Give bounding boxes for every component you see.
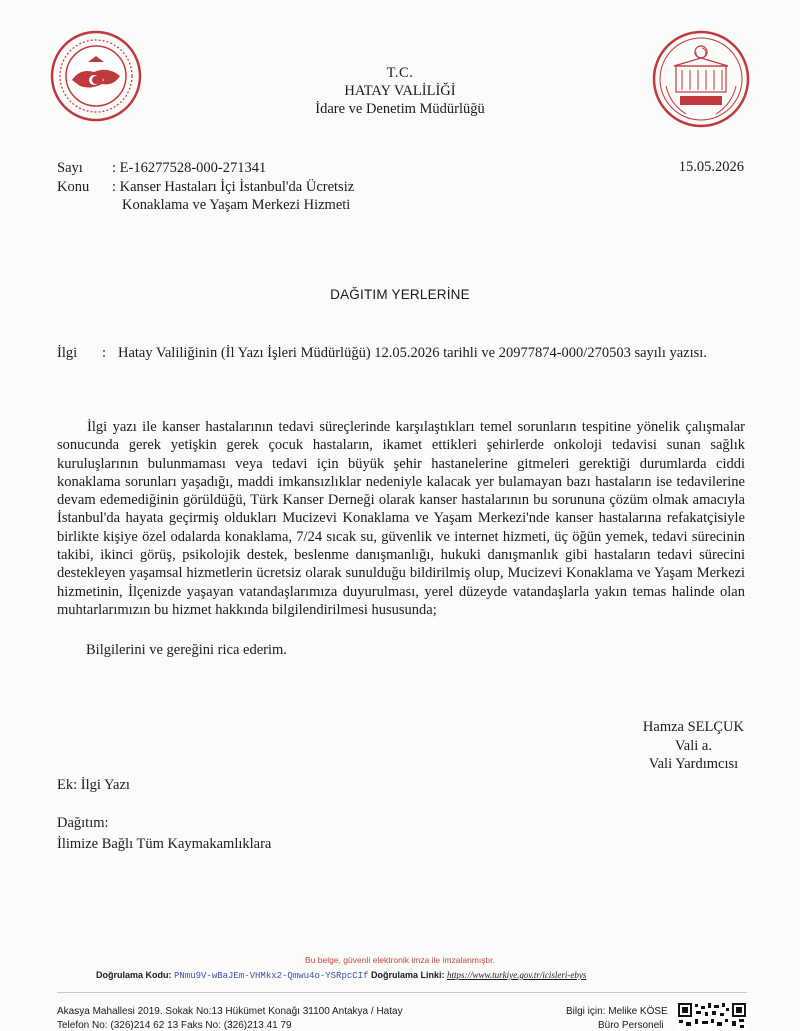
verify-code: PNmu9V-wBaJEm-VHMkx2-Qmwu4o-YSRpcCIf: [174, 971, 369, 981]
sayi-value: : E-16277528-000-271341: [112, 160, 267, 176]
qr-code-icon: [677, 1002, 747, 1029]
footer-info: Bilgi için: Melike KÖSE: [566, 1006, 668, 1017]
letterhead-directorate: İdare ve Denetim Müdürlüğü: [315, 101, 485, 117]
footer-divider: [57, 992, 747, 993]
sayi-label: Sayı: [57, 160, 83, 176]
distribution-item: İlimize Bağlı Tüm Kaymakamlıklara: [57, 836, 272, 852]
esign-note: Bu belge, güvenli elektronik imza ile imzalanmıştır.: [305, 955, 495, 965]
letterhead: [0, 64, 800, 118]
footer-info-role: Büro Personeli: [598, 1020, 664, 1031]
signature-block: [643, 718, 744, 774]
footer-phone: Telefon No: (326)214 62 13 Faks No: (326)213 41 79: [57, 1020, 292, 1031]
verify-link[interactable]: https://www.turkiye.gov.tr/icisleri-ebys: [447, 970, 587, 980]
signatory-line2: Vali a.: [674, 737, 712, 754]
body-paragraph-text: İlgi yazı ile kanser hastalarının tedavi süreçlerinde karşılaştıkları temel sorunların tespitine yönelik çalışmalar sonucunda gerek yetişkin gerek çocuk hastaların, ikamet ettikleri şehirlerde onkoloji tedavisi sunan sağlık kuruluşlarının bulunmaması veya tedavi için büyük şehir hastanelerine gitmeleri gerektiği durumlarda ciddi konaklama sorunları yaşadığı, maddi imkansızlıklar nedeniyle kalacak yer bulamayan bazı hastaların ise tedavilerine devam edemediğinin görüldüğü, Türk Kanser Derneği olarak kanser hastalarının bu sorununa çözüm olmak amacıyla İstanbul'da hayata geçirmiş oldukları Mucizevi Konaklama ve Yaşam Merkezi'nde kanser hastalarına refakatçisiyle birlikte kişiye özel odalarda konaklama, 7/24 sıcak su, güvenlik ve internet hizmeti, üç öğün yemek, tedavi sürecinin takibi, ikinci görüş, psikolojik destek, beslenme danışmanlığı, hukuki danışmanlık gibi hastaların tedavi sürecini destekleyen yaşamsal hizmetlerin ücretsiz olarak sunulduğu bildirilmiş olup, Mucizevi Konaklama ve Yaşam Merkezi hizmetinin, İlçenizde yaşayan vatandaşlarımıza duyurulması, yerel düzeyde vatandaşlarla yakın temas halinde olan muhtarlarımızın bu hizmet hakkında bilgilendirilmesi hususunda;: [57, 419, 745, 618]
attachment-note: Ek: İlgi Yazı: [57, 777, 130, 793]
ilgi-label: İlgi: [57, 345, 78, 361]
ilgi-colon: :: [102, 345, 107, 361]
document-date: 15.05.2026: [678, 159, 744, 175]
letterhead-governorship: HATAY VALİLİĞİ: [344, 83, 456, 99]
verification-line: [96, 970, 586, 981]
signatory-title: Vali Yardımcısı: [648, 756, 739, 772]
body-paragraph: [57, 418, 745, 619]
signatory-name: Hamza SELÇUK: [642, 719, 744, 735]
distribution-label: Dağıtım:: [57, 815, 109, 831]
verify-label: Doğrulama Kodu:: [96, 970, 172, 980]
letterhead-tc: T.C.: [386, 65, 414, 81]
footer-address: Akasya Mahallesi 2019. Sokak No:13 Hükümet Konağı 31100 Antakya / Hatay: [57, 1006, 403, 1017]
closing-sentence: Bilgilerini ve gereğini rica ederim.: [86, 642, 287, 658]
ilgi-text: Hatay Valiliğinin (İl Yazı İşleri Müdürlüğü) 12.05.2026 tarihli ve 20977874-000/270503 sayılı yazısı.: [118, 345, 707, 361]
verify-link-label: Doğrulama Linki:: [370, 970, 445, 980]
konu-value-line2: Konaklama ve Yaşam Merkezi Hizmeti: [122, 197, 351, 213]
konu-value-line1: : Kanser Hastaları İçi İstanbul'da Ücretsiz: [112, 179, 355, 195]
konu-label: Konu: [57, 179, 90, 195]
recipient-title: DAĞITIM YERLERİNE: [330, 287, 470, 302]
